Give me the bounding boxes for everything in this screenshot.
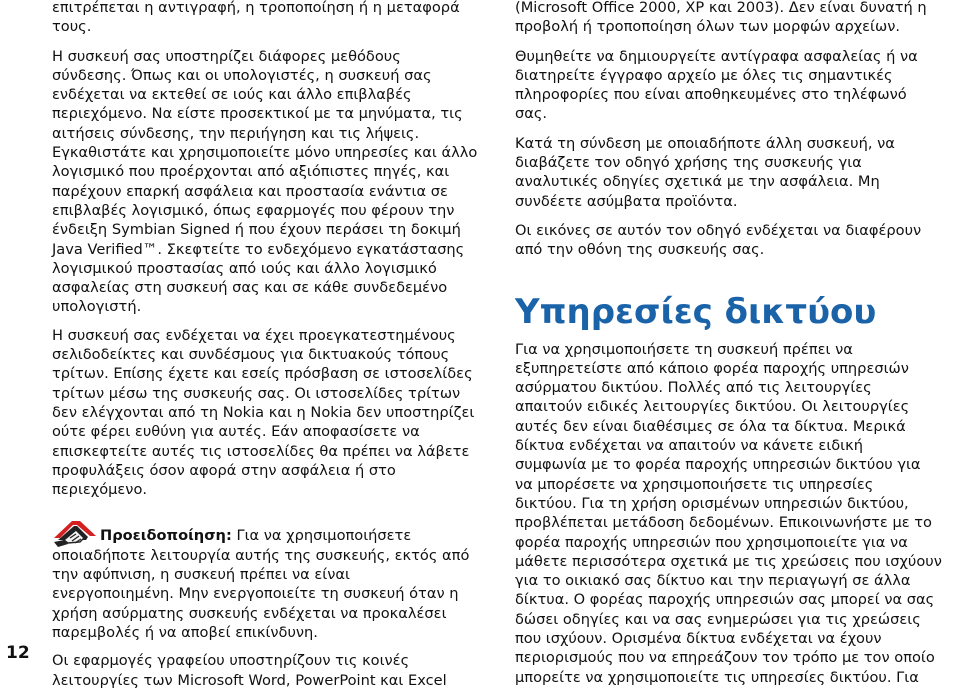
text-line: προφυλάξεις όσον αφορά στην ασφάλεια ή στο	[52, 461, 396, 479]
text-line: επιβλαβές λογισμικό, όπως εφαρμογές που φέρουν την	[52, 201, 455, 219]
text-line: διαβάζετε τον οδηγό χρήσης της συσκευής για	[515, 154, 862, 172]
text-line: την αφύπνιση, η συσκευή πρέπει να είναι	[52, 566, 350, 584]
text-line: δεν ελέγχονται από τη Nokia και η Nokia δεν υποστηρίζει	[52, 403, 475, 421]
text-line: υπολογιστή.	[52, 298, 142, 316]
text-line: Οι εικόνες σε αυτόν τον οδηγό ενδέχεται να διαφέρουν	[515, 221, 922, 239]
text-line: σύνδεσης. Όπως και οι υπολογιστές, η συσκευή σας	[52, 66, 432, 84]
text-line: από την οθόνη της συσκευής σας.	[515, 241, 765, 259]
text-line: προβλέπεται μετάδοση δεδομένων. Επικοινωνήστε με το	[515, 514, 932, 532]
text-line: επισκεφτείτε αυτές τις ιστοσελίδες θα πρέπει να λάβετε	[52, 442, 470, 460]
text-line: συνδέετε ασύμβατα προϊόντα.	[515, 192, 738, 210]
text-line: δώσει οδηγίες και να σας ενημερώσει για τις χρεώσεις	[515, 610, 921, 628]
warning-note	[52, 526, 504, 642]
text-line: παρεμβολές ή να αποβεί επικίνδυνη.	[52, 623, 318, 641]
text-line: ούτε φέρει ευθύνη για αυτές. Εάν αποφασίσετε να	[52, 423, 420, 441]
text-line: (Microsoft Office 2000, XP και 2003). Δεν είναι δυνατή η	[515, 0, 927, 16]
text-line: ενδέχεται να εκτεθεί σε ιούς και άλλο επιβλαβές	[52, 86, 412, 104]
text-line: Εγκαθιστάτε και χρησιμοποιείτε μόνο υπηρεσίες και άλλο	[52, 144, 478, 162]
text-line: ασφαλείας στη συσκευή σας και σε κάθε συνδεδεμένο	[52, 279, 448, 297]
text-line: δικτύου. Για τη χρήση ορισμένων υπηρεσιών δικτύου,	[515, 494, 909, 512]
text-line: Java Verified™. Σκεφτείτε το ενδεχόμενο εγκατάστασης	[52, 240, 465, 258]
paragraph	[515, 0, 955, 37]
text-line: ενεργοποιημένη. Μην ενεργοποιείτε τη συσκευή όταν η	[52, 585, 459, 603]
text-line: λογισμικό που προέρχονται από αξιόπιστες πηγές, και	[52, 163, 450, 181]
text-line: συμφωνία με το φορέα παροχής υπηρεσιών δικτύου για	[515, 456, 921, 474]
text-line: αναλυτικές οδηγίες σχετικά με την ασφάλεια. Μη	[515, 173, 880, 191]
text-line: απαιτούν ειδικές λειτουργίες δικτύου. Οι λειτουργίες	[515, 398, 910, 416]
text-line: περιεχόμενο.	[52, 481, 148, 499]
warning-label: Προειδοποίηση:	[100, 527, 232, 545]
paragraph	[52, 47, 504, 317]
text-line: μάθετε περισσότερα σχετικά με τις χρεώσεις που ισχύουν	[515, 552, 942, 570]
paragraph	[515, 134, 955, 211]
text-line: που ισχύουν. Ορισμένα δίκτυα ενδέχεται να έχουν	[515, 630, 882, 648]
text-line: Για να χρησιμοποιήσετε τη συσκευή πρέπει να	[515, 340, 853, 358]
text-line: λειτουργίες των Microsoft Word, PowerPoint και Excel	[52, 671, 447, 689]
text-line: Η συσκευή σας ενδέχεται να έχει προεγκατεστημένους	[52, 326, 456, 344]
text-line: τρίτων μέσω της συσκευής σας. Οι ιστοσελίδες τρίτων	[52, 384, 461, 402]
text-line: Η συσκευή σας υποστηρίζει διάφορες μεθόδους	[52, 47, 401, 65]
text-line: Θυμηθείτε να δημιουργείτε αντίγραφα ασφαλείας ή να	[515, 47, 918, 65]
text-line: μπορείτε να χρησιμοποιείτε τις υπηρεσίες δικτύου. Για	[515, 668, 919, 686]
text-line: επιτρέπεται η αντιγραφή, η τροποποίηση ή η μεταφορά	[52, 0, 460, 16]
text-line: για το οικιακό σας δίκτυο και την περιαγωγή σε άλλα	[515, 572, 911, 590]
text-line: οποιαδήποτε λειτουργία αυτής της συσκευής, εκτός από	[52, 546, 470, 564]
warning-text: Για να χρησιμοποιήσετε	[236, 527, 412, 545]
text-line: Οι εφαρμογές γραφείου υποστηρίζουν τις κοινές	[52, 652, 410, 670]
right-column	[515, 0, 955, 687]
text-line: ένδειξη Symbian Signed ή που έχουν περάσει τη δοκιμή	[52, 221, 461, 239]
left-column	[52, 0, 504, 690]
text-line: σελιδοδείκτες και συνδέσμους για δικτυακούς τόπους	[52, 346, 450, 364]
text-line: περιεχόμενο. Να είστε προσεκτικοί με τα μηνύματα, τις	[52, 105, 463, 123]
text-line: Κατά τη σύνδεση με οποιαδήποτε άλλη συσκευή, να	[515, 134, 895, 152]
text-line: φορέα παροχής υπηρεσιών που χρησιμοποιείτε για να	[515, 533, 908, 551]
paragraph	[515, 340, 955, 687]
text-line: σας.	[515, 105, 548, 123]
text-line: εξυπηρετείστε από κάποιο φορέα παροχής υπηρεσιών	[515, 359, 909, 377]
text-line: διατηρείτε έγγραφο αρχείο με όλες τις σημαντικές	[515, 66, 893, 84]
text-line: δίκτυα. Ο φορέας παροχής υπηρεσιών σας μπορεί να σας	[515, 591, 935, 609]
text-line: περιορισμούς που να επηρεάζουν τον τρόπο με τον οποίο	[515, 649, 935, 667]
paragraph	[515, 47, 955, 124]
page-number: 12	[6, 643, 30, 663]
paragraph	[52, 326, 504, 500]
text-line: να μπορέσετε να χρησιμοποιήσετε τις υπηρεσίες	[515, 475, 874, 493]
text-line: παρέχουν επαρκή ασφάλεια και προστασία ενάντια σε	[52, 182, 448, 200]
section-heading: Υπηρεσίες δικτύου	[515, 291, 877, 332]
paragraph	[515, 221, 955, 260]
text-line: τρίτων. Επίσης έχετε και εσείς πρόσβαση σε ιστοσελίδες	[52, 365, 473, 383]
text-line: τους.	[52, 18, 92, 36]
paragraph	[52, 0, 504, 37]
text-line: αιτήσεις σύνδεσης, την περιήγηση και τις λήψεις.	[52, 124, 420, 142]
paragraph	[52, 651, 504, 690]
text-line: ασύρματου δικτύου. Πολλές από τις λειτουργίες	[515, 379, 872, 397]
text-line: χρήση ασύρματης συσκευής ενδέχεται να προκαλέσει	[52, 604, 447, 622]
text-line: δίκτυα ενδέχεται να απαιτούν να κάνετε ειδική	[515, 437, 863, 455]
text-line: πληροφορίες που είναι αποθηκευμένες στο τηλέφωνό	[515, 86, 907, 104]
text-line: λογισμικού προστασίας από ιούς και άλλο λογισμικό	[52, 259, 437, 277]
warning-hand-icon	[50, 516, 100, 554]
text-line: προβολή ή τροποποίηση όλων των μορφών αρχείων.	[515, 18, 901, 36]
text-line: αυτές δεν είναι διαθέσιμες σε όλα τα δίκτυα. Μερικά	[515, 417, 906, 435]
